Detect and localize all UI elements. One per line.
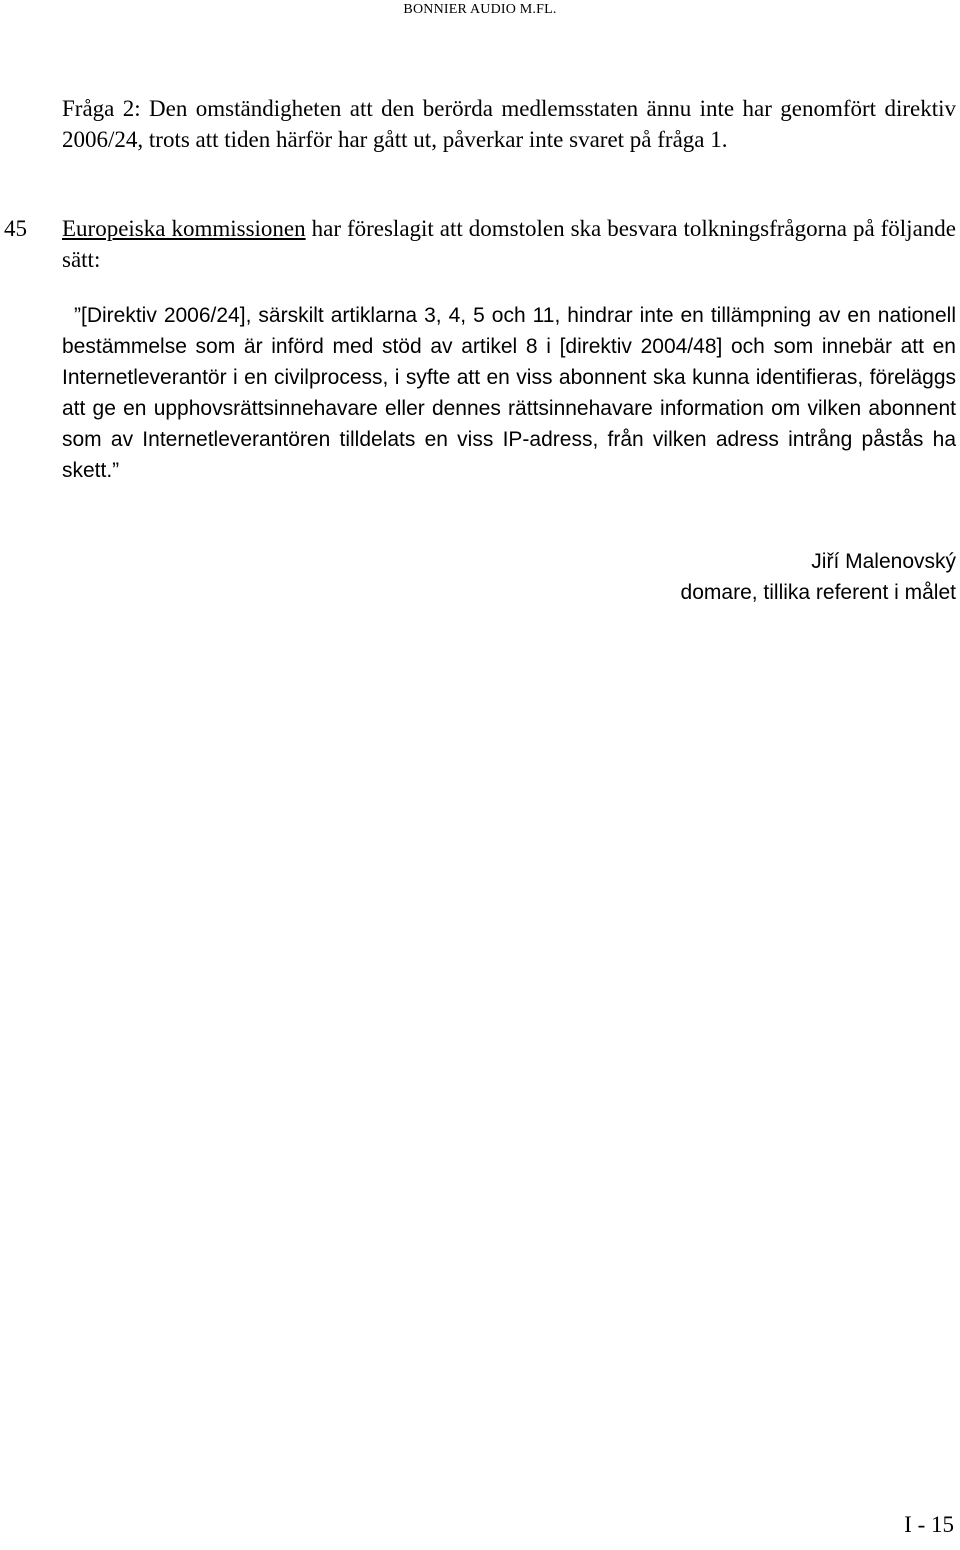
page-number: I - 15 bbox=[904, 1512, 954, 1537]
paragraph-45 bbox=[4, 213, 956, 275]
paragraph-lead-underlined: Europeiska kommissionen bbox=[62, 216, 306, 241]
paragraph-text: har föreslagit att domstolen ska besvara tolkningsfrågorna på följande sätt: bbox=[62, 216, 956, 272]
signature-role: domare, tillika referent i målet bbox=[680, 581, 956, 604]
running-header: BONNIER AUDIO M.FL. bbox=[403, 2, 557, 17]
commission-proposal-quote bbox=[62, 300, 956, 486]
paragraph-number: 45 bbox=[4, 216, 27, 241]
quote-text: ”[Direktiv 2006/24], särskilt artiklarna 3, 4, 5 och 11, hindrar inte en tillämpning av en nationell bestämmelse som är införd med stöd av artikel 8 i [direktiv 2004/48] och som innebär att en Internetleverantör i en civilprocess, i syfte att en viss abonnent ska kunna identifieras, föreläggs att ge en upphovsrättsinnehavare eller dennes rättsinnehavare information om vilken abonnent som av Internetleverantören tilldelats en viss IP-adress, från vilken adress intrång påstås ha skett.” bbox=[62, 304, 956, 482]
signature-name: Jiří Malenovský bbox=[811, 550, 956, 573]
question-2-answer: Fråga 2: Den omständigheten att den berörda medlemsstaten ännu inte har genomfört direktiv 2006/24, trots att tiden härför har gått ut, påverkar inte svaret på fråga 1. bbox=[62, 96, 956, 152]
signature-block bbox=[681, 546, 956, 608]
